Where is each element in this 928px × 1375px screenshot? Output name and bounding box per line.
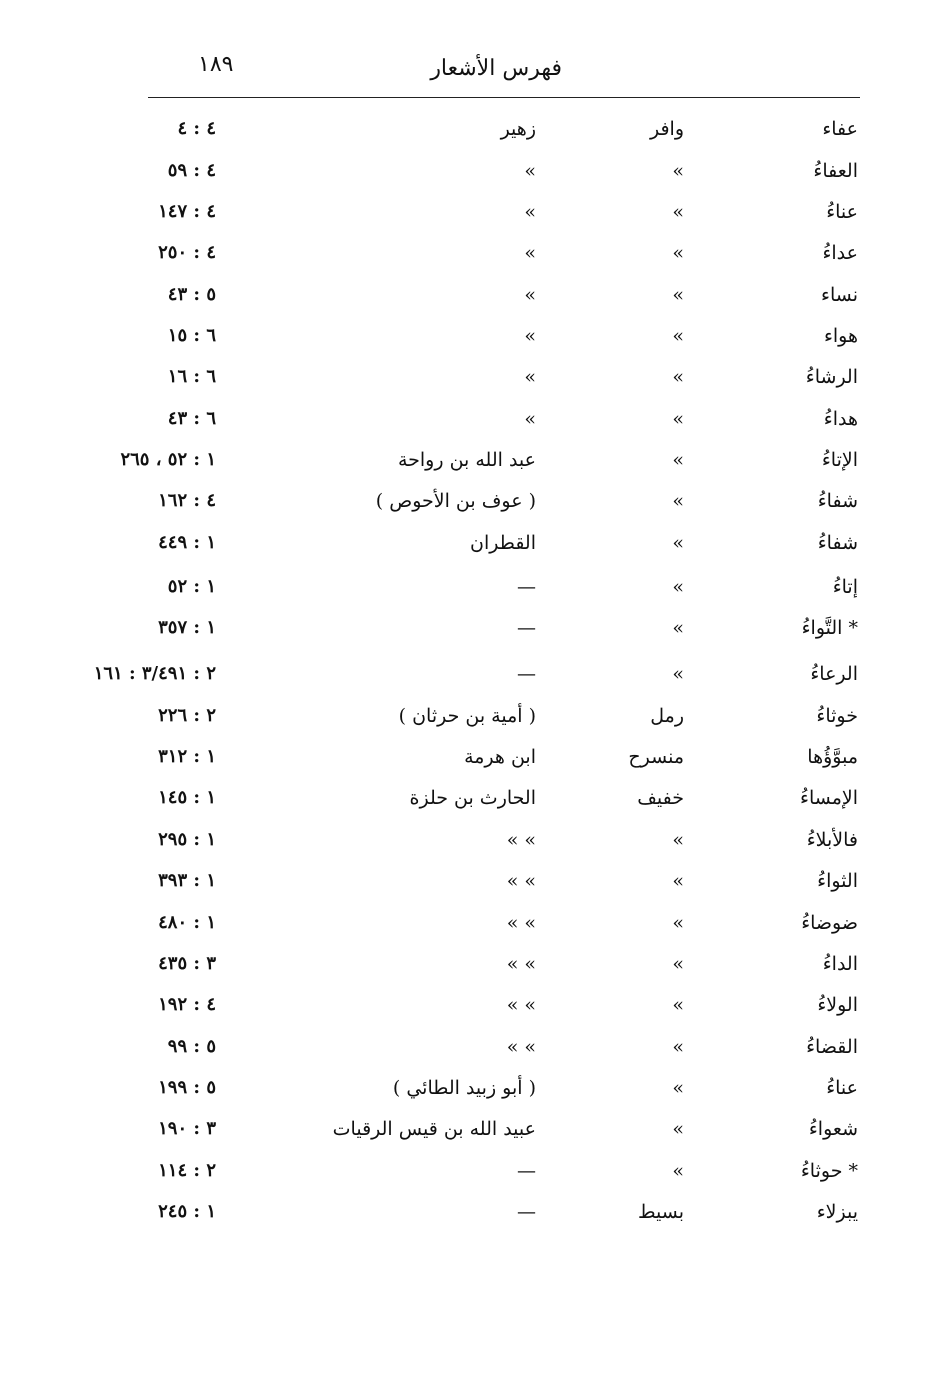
meter-name: » (672, 663, 684, 685)
meter-name: » (672, 408, 684, 430)
volume-page-reference: ٤ : ١٤٧ (158, 201, 216, 222)
index-row (0, 284, 928, 324)
meter-name: رمل (650, 705, 684, 727)
meter-name: » (672, 576, 684, 598)
volume-page-reference: ٤ : ١٩٢ (158, 994, 216, 1015)
volume-page-reference: ٣ : ١٩٠ (158, 1118, 216, 1139)
meter-name: » (672, 1160, 684, 1182)
poet-name: — (517, 663, 536, 685)
poet-name: » (524, 201, 536, 223)
index-row (0, 201, 928, 241)
meter-name: منسرح (628, 746, 684, 768)
index-row (0, 787, 928, 827)
index-row (0, 1118, 928, 1158)
meter-name: » (672, 201, 684, 223)
poet-name: ( عوف بن الأحوص ) (375, 490, 536, 512)
rhyme-word: * التَّواءُ (801, 617, 858, 639)
volume-page-reference: ٤ : ١٦٢ (158, 490, 216, 511)
meter-name: » (672, 912, 684, 934)
volume-page-reference: ١ : ٥٢ (167, 576, 216, 597)
meter-name: » (672, 829, 684, 851)
meter-name: » (672, 1118, 684, 1140)
poet-name: ( أمية بن حرثان ) (398, 705, 536, 727)
index-row (0, 490, 928, 530)
meter-name: » (672, 160, 684, 182)
index-row (0, 118, 928, 158)
index-row (0, 1201, 928, 1241)
rhyme-word: الداءُ (822, 953, 858, 975)
rhyme-word: خوثاءُ (816, 705, 858, 727)
rhyme-word: شفاءُ (817, 532, 858, 554)
poet-name: — (517, 1201, 536, 1223)
rhyme-word: الرعاءُ (810, 663, 858, 685)
meter-name: » (672, 532, 684, 554)
index-row (0, 366, 928, 406)
poet-name: القطران (470, 532, 536, 554)
index-row (0, 160, 928, 200)
poet-name: الحارث بن حلزة (409, 787, 536, 809)
index-row (0, 1077, 928, 1117)
index-row (0, 705, 928, 745)
volume-page-reference: ١ : ٢٩٥ (158, 829, 216, 850)
index-row (0, 663, 928, 703)
meter-name: وافر (649, 118, 684, 140)
volume-page-reference: ٦ : ٤٣ (167, 408, 216, 429)
rhyme-word: القضاءُ (806, 1036, 858, 1058)
volume-page-reference: ٣ : ٤٣٥ (158, 953, 216, 974)
volume-page-reference: ١ : ٢٤٥ (158, 1201, 216, 1222)
index-row (0, 746, 928, 786)
poet-name: » » (506, 870, 536, 892)
volume-page-reference: ٦ : ١٥ (167, 325, 216, 346)
volume-page-reference: ٥ : ٤٣ (167, 284, 216, 305)
rhyme-word: العفاءُ (813, 160, 858, 182)
volume-page-reference: ٦ : ١٦ (167, 366, 216, 387)
volume-page-reference: ١ : ٣٩٣ (158, 870, 216, 891)
page-number: ١٨٩ (198, 52, 234, 77)
volume-page-reference: ٥ : ١٩٩ (158, 1077, 216, 1098)
rhyme-word: يبزلاء (816, 1201, 858, 1223)
rhyme-word: عفاء (822, 118, 858, 140)
volume-page-reference: ٢ : ٢٢٦ (158, 705, 216, 726)
meter-name: » (672, 1036, 684, 1058)
rhyme-word: هواء (823, 325, 858, 347)
rhyme-word: الرشاءُ (805, 366, 858, 388)
rhyme-word: إتاءُ (832, 576, 858, 598)
rhyme-word: عناءُ (826, 201, 858, 223)
meter-name: » (672, 870, 684, 892)
poet-name: » (524, 408, 536, 430)
index-row (0, 1036, 928, 1076)
index-row (0, 829, 928, 869)
poet-name: » » (506, 829, 536, 851)
meter-name: » (672, 994, 684, 1016)
volume-page-reference: ١ : ٤٨٠ (158, 912, 216, 933)
page-header (148, 48, 860, 98)
poet-name: — (517, 576, 536, 598)
volume-page-reference: ١ : ٣٥٧ (158, 617, 216, 638)
rhyme-word: عداءُ (822, 242, 858, 264)
header-divider (148, 97, 860, 98)
index-row (0, 953, 928, 993)
rhyme-word: مبوَّؤُها (807, 746, 858, 768)
rhyme-word: الإمساءُ (800, 787, 858, 809)
poet-name: — (517, 617, 536, 639)
volume-page-reference: ٤ : ٤ (177, 118, 216, 139)
poet-name: » (524, 160, 536, 182)
poet-name: » (524, 242, 536, 264)
rhyme-word: * حوثاءُ (800, 1160, 858, 1182)
index-row (0, 408, 928, 448)
meter-name: » (672, 325, 684, 347)
meter-name: » (672, 1077, 684, 1099)
poet-name: عبيد الله بن قيس الرقيات (332, 1118, 536, 1140)
rhyme-word: عناءُ (826, 1077, 858, 1099)
meter-name: » (672, 617, 684, 639)
meter-name: » (672, 366, 684, 388)
rhyme-word: فالأبلاءُ (806, 829, 858, 851)
poet-name: » » (506, 953, 536, 975)
index-row (0, 449, 928, 489)
index-row (0, 242, 928, 282)
volume-page-reference: ١ : ١٤٥ (158, 787, 216, 808)
poet-name: » (524, 325, 536, 347)
poet-name: » » (506, 1036, 536, 1058)
poet-name: » (524, 366, 536, 388)
index-row (0, 912, 928, 952)
rhyme-word: ضوضاءُ (801, 912, 858, 934)
rhyme-word: شعواءُ (808, 1118, 858, 1140)
volume-page-reference: ١ : ٣١٢ (158, 746, 216, 767)
poet-name: — (517, 1160, 536, 1182)
index-row (0, 994, 928, 1034)
index-row (0, 576, 928, 616)
page-title: فهرس الأشعار (430, 56, 562, 81)
volume-page-reference: ٢ : ١١٤ (158, 1160, 216, 1181)
rhyme-word: شفاءُ (817, 490, 858, 512)
poet-name: » » (506, 912, 536, 934)
rhyme-word: هداءُ (823, 408, 858, 430)
volume-page-reference: ٥ : ٩٩ (167, 1036, 216, 1057)
rhyme-word: الثواءُ (817, 870, 858, 892)
meter-name: بسيط (637, 1201, 684, 1223)
poet-name: » (524, 284, 536, 306)
meter-name: » (672, 284, 684, 306)
volume-page-reference: ١ : ٤٤٩ (158, 532, 216, 553)
volume-page-reference: ١ : ٥٢ ، ٢٦٥ (120, 449, 216, 470)
rhyme-word: نساء (821, 284, 858, 306)
rhyme-word: الإتاءُ (821, 449, 858, 471)
index-row (0, 870, 928, 910)
volume-page-reference: ٢ : ٣/٤٩١ : ١٦١ (93, 663, 216, 684)
poet-name: زهير (500, 118, 536, 140)
meter-name: » (672, 490, 684, 512)
poet-name: » » (506, 994, 536, 1016)
index-row (0, 532, 928, 572)
index-row (0, 325, 928, 365)
meter-name: خفيف (637, 787, 684, 809)
poet-name: ابن هرمة (464, 746, 536, 768)
index-row (0, 617, 928, 657)
meter-name: » (672, 449, 684, 471)
meter-name: » (672, 242, 684, 264)
poet-name: عبد الله بن رواحة (397, 449, 536, 471)
rhyme-word: الولاءُ (817, 994, 858, 1016)
volume-page-reference: ٤ : ٢٥٠ (158, 242, 216, 263)
volume-page-reference: ٤ : ٥٩ (167, 160, 216, 181)
index-row (0, 1160, 928, 1200)
meter-name: » (672, 953, 684, 975)
poet-name: ( أبو زبيد الطائي ) (392, 1077, 536, 1099)
